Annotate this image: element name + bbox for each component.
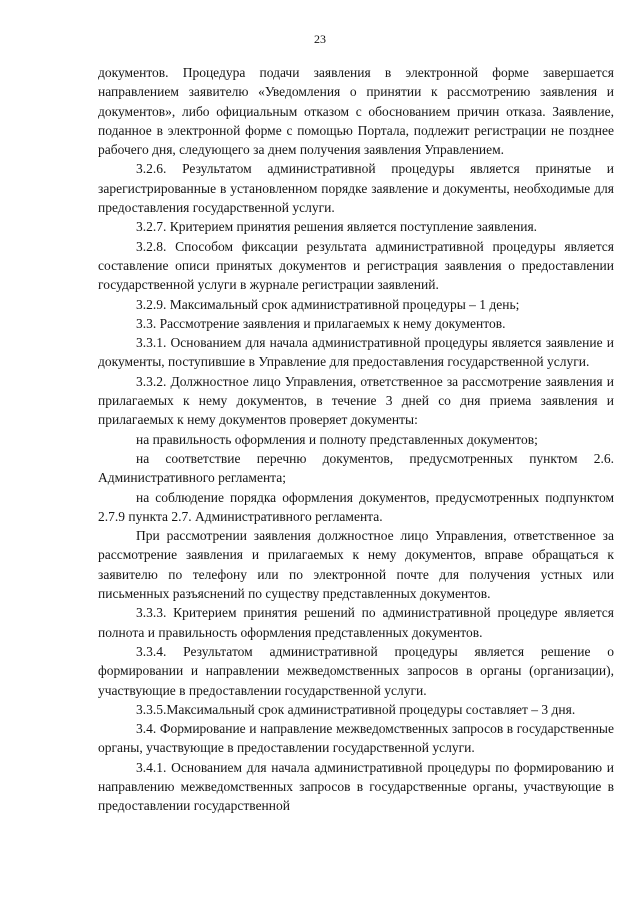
paragraph: 3.3.1. Основанием для начала административной процедуры является заявление и документы, поступившие в Управление для предоставления государственной услуги. — [98, 335, 614, 370]
page-number: 23 — [314, 32, 326, 46]
paragraph: на соблюдение порядка оформления документов, предусмотренных подпунктом 2.7.9 пункта 2.7. Административного регламента. — [98, 489, 614, 524]
paragraph: 3.2.8. Способом фиксации результата административной процедуры является составление описи принятых документов и регистрация заявления о предоставлении государственной услуги в журнале регистрации заявлений. — [98, 238, 614, 293]
paragraph: 3.3.2. Должностное лицо Управления, ответственное за рассмотрение заявления и прилагаемых к нему документов, в течение 3 дней со дня приема заявления и прилагаемых к нему документов проверяет документы: — [98, 373, 614, 428]
document-body — [98, 63, 614, 816]
paragraph: на правильность оформления и полноту представленных документов; — [136, 431, 538, 447]
paragraph: При рассмотрении заявления должностное лицо Управления, ответственное за рассмотрение заявления и прилагаемых к нему документов, вправе обращаться к заявителю по телефону или по электронной почте для получения устных или письменных разъяснений по существу представленных документов. — [98, 528, 614, 602]
paragraph: документов. Процедура подачи заявления в электронной форме завершается направлением заявителю «Уведомления о принятии к рассмотрению заявления и документов», либо официальным отказом с обоснованием причин отказа. Заявление, поданное в электронной форме с помощью Портала, подлежит регистрации не позднее рабочего дня, следующего за днем получения заявления Управлением. — [98, 65, 614, 158]
paragraph: 3.2.6. Результатом административной процедуры является принятые и зарегистрированные в установленном порядке заявление и документы, необходимые для предоставления государственной услуги. — [98, 161, 614, 216]
paragraph: 3.2.7. Критерием принятия решения является поступление заявления. — [136, 219, 538, 235]
paragraph: 3.3.4. Результатом административной процедуры является решение о формировании и направлении межведомственных запросов в органы (организации), участвующие в предоставлении государственной услуги. — [98, 643, 614, 698]
paragraph: 3.4.1. Основанием для начала административной процедуры по формированию и направлению межведомственных запросов в государственные органы, участвующие в предоставлении государственной — [98, 759, 614, 814]
paragraph: 3.3.5.Максимальный срок административной процедуры составляет – 3 дня. — [136, 701, 576, 717]
paragraph: 3.2.9. Максимальный срок административной процедуры – 1 день; — [136, 296, 520, 312]
paragraph: 3.3. Рассмотрение заявления и прилагаемых к нему документов. — [136, 315, 506, 331]
paragraph: 3.3.3. Критерием принятия решений по административной процедуре является полнота и правильность оформления представленных документов. — [98, 605, 614, 640]
paragraph: 3.4. Формирование и направление межведомственных запросов в государственные органы, участвующие в предоставлении государственной услуги. — [98, 721, 614, 756]
paragraph: на соответствие перечню документов, предусмотренных пунктом 2.6. Административного регламента; — [98, 450, 614, 486]
